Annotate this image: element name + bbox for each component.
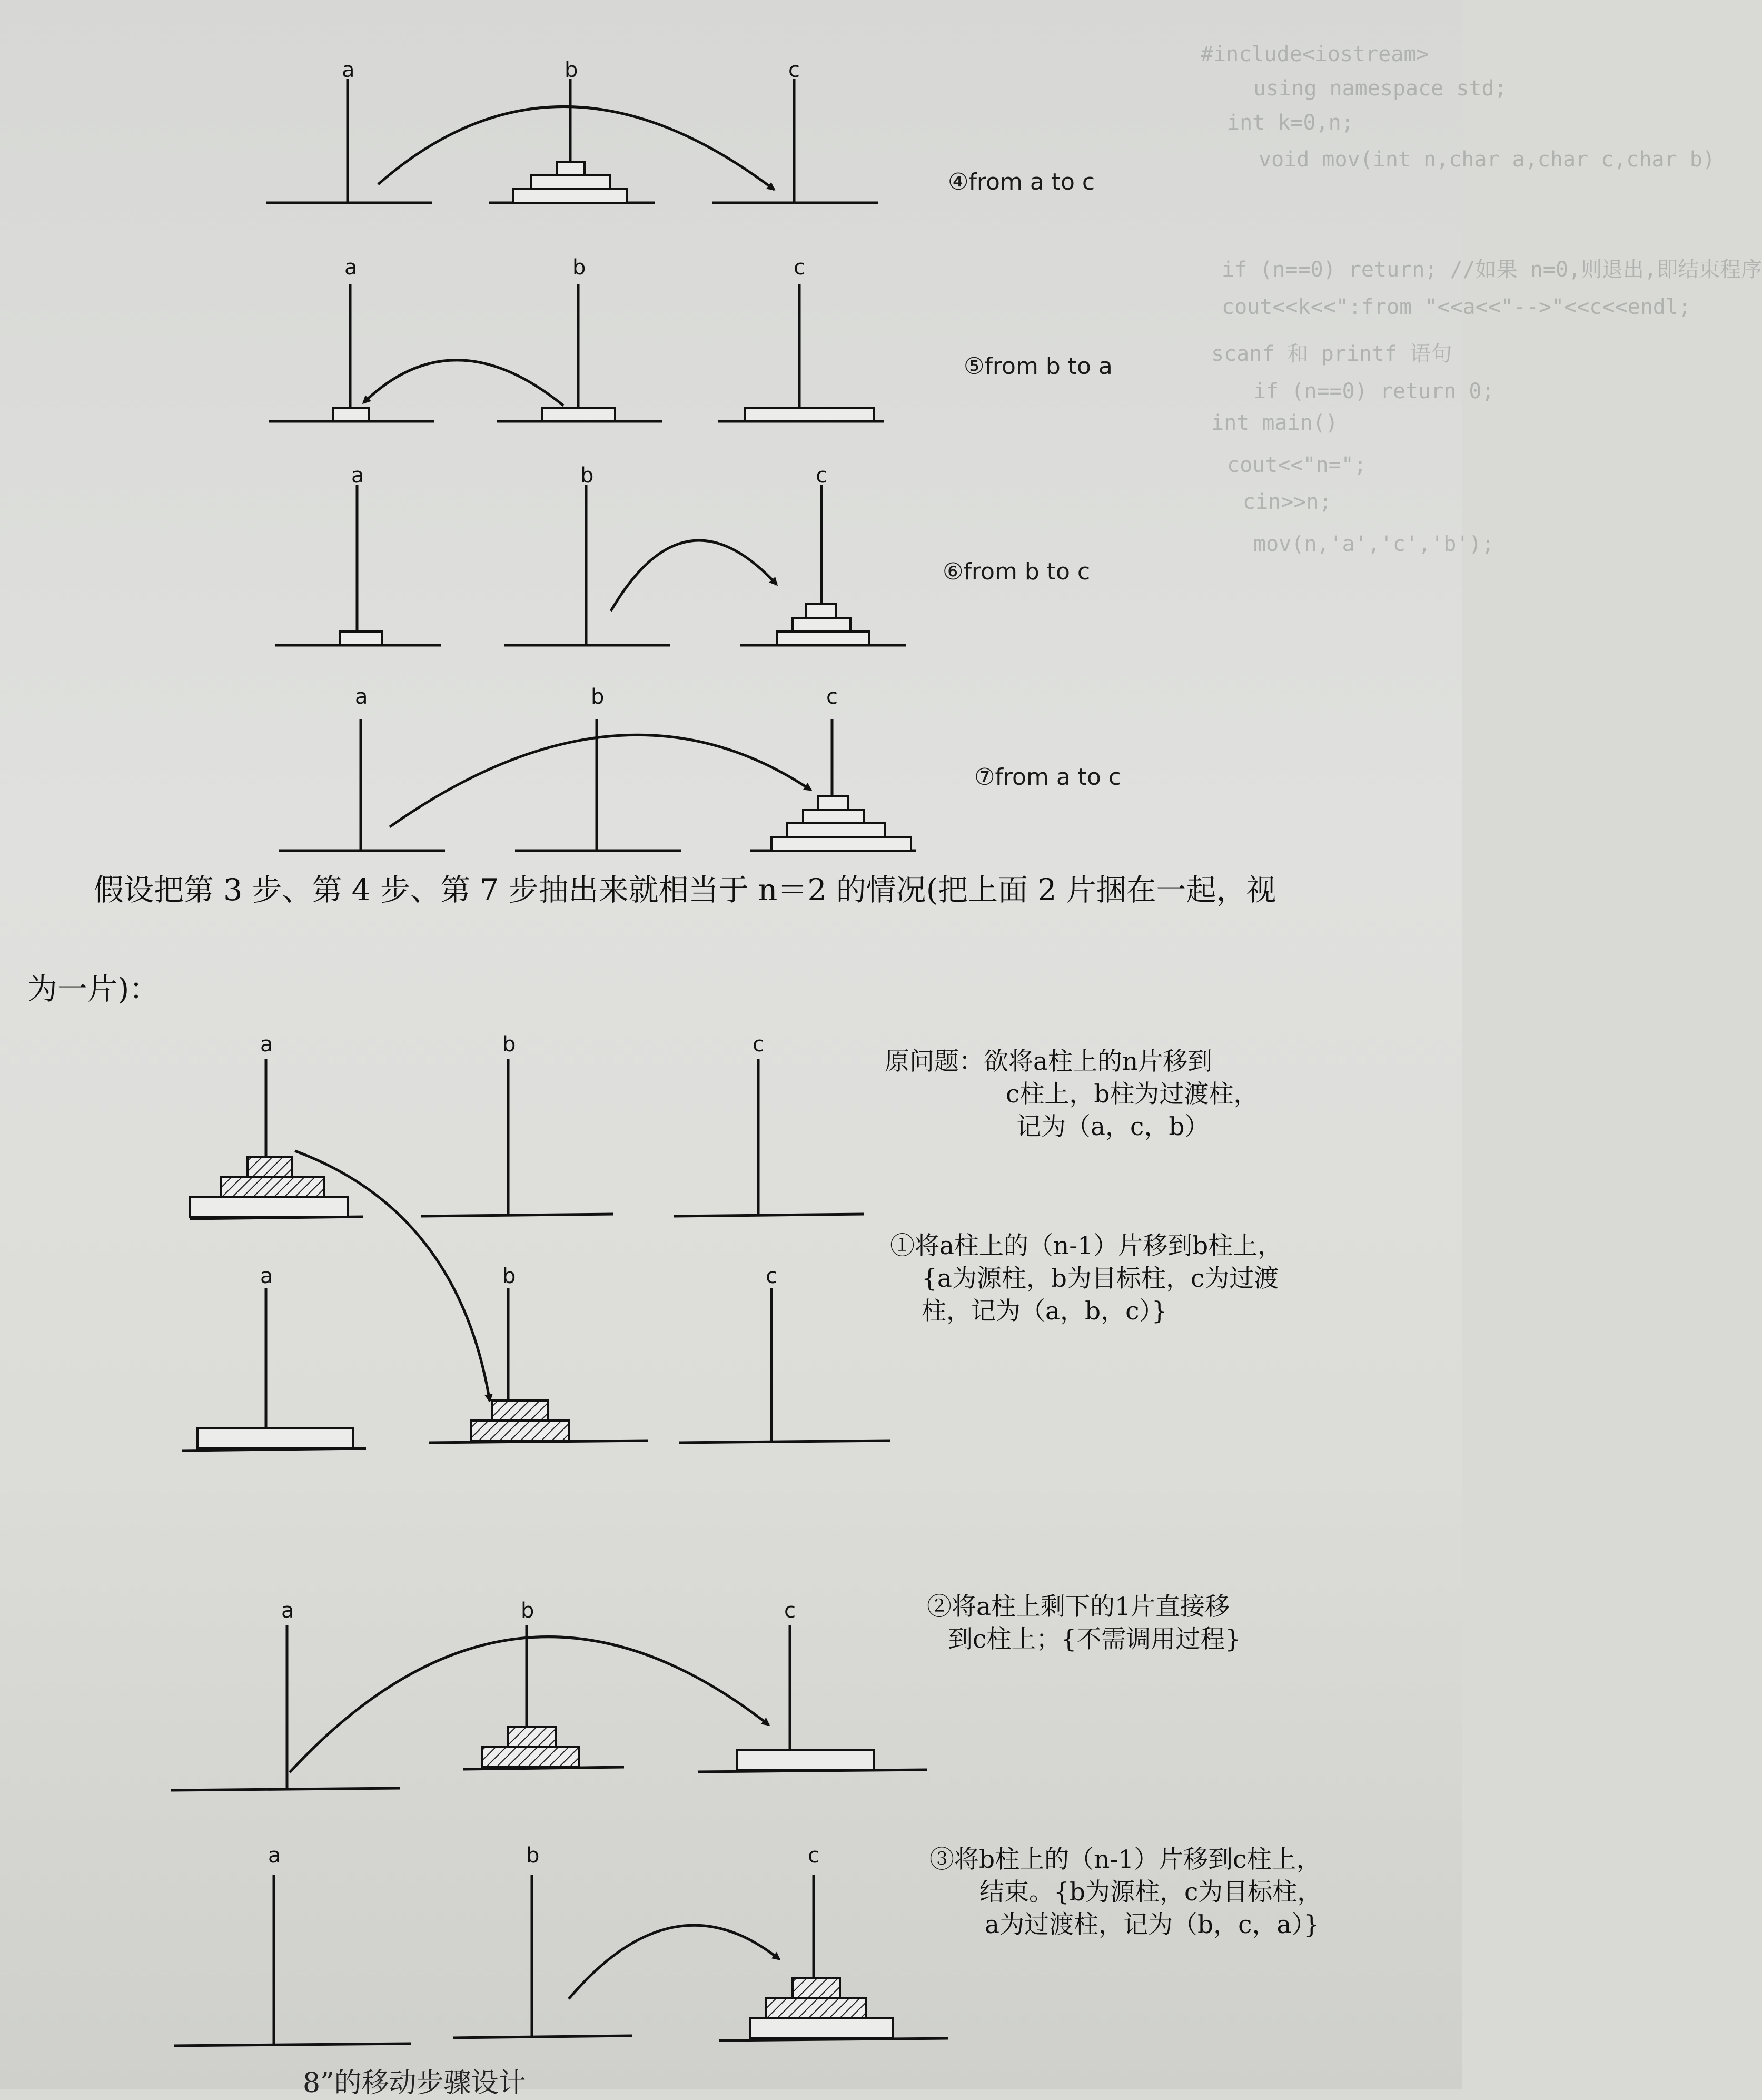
move-arrow [390,735,811,827]
bleed-through-line: int k=0,n; [1227,111,1354,135]
disc [750,2018,893,2038]
peg-label: b [591,685,605,709]
bottom-text-fragment: 8”的移动步骤设计 [303,2067,526,2099]
disc [771,837,911,851]
hatched-disc [793,1978,840,1998]
move-arrow [363,360,563,406]
note-line: 柱，记为（a，b，c）} [922,1297,1167,1326]
bleed-through-line: int main() [1211,411,1338,435]
bleed-through-line: scanf 和 printf 语句 [1211,342,1452,366]
note-line: a为过渡柱，记为（b，c，a）} [985,1910,1320,1939]
bleed-through-line: void mov(int n,char a,char c,char b) [1259,147,1715,172]
bleed-through-line: using namespace std; [1253,76,1507,101]
disc [787,823,885,837]
note-line: c柱上，b柱为过渡柱， [1006,1080,1259,1109]
peg-label: b [521,1599,534,1623]
n2-diagrams [171,1059,948,2046]
n2-diagram [171,1625,927,1790]
peg-label: c [816,464,827,488]
note-line: ②将a柱上剩下的1片直接移 [927,1592,1230,1621]
disc [531,175,610,189]
disc [777,632,869,645]
disc [513,189,627,203]
hatched-disc [492,1401,548,1421]
base-a [171,1788,400,1790]
bleed-through-line: if (n==0) return; //如果 n=0,则退出,即结束程序 [1222,258,1762,282]
disc [197,1428,353,1448]
peg-label: a [260,1264,273,1288]
peg-label: b [572,255,586,280]
hatched-disc [471,1421,569,1441]
base-c [674,1214,864,1216]
note-line: 记为（a，c，b） [1016,1112,1210,1141]
peg-label: b [502,1032,516,1057]
step-caption: ⑦from a to c [974,764,1122,791]
bleed-through-line: cout<<k<<":from "<<a<<"-->"<<c<<endl; [1222,295,1691,319]
n2-diagram [174,1875,948,2046]
base-a [174,2044,411,2046]
hatched-disc [766,1998,866,2018]
disc [340,632,382,645]
bleed-through-line: mov(n,'a','c','b'); [1253,532,1494,556]
peg-label: c [808,1843,819,1868]
hatched-disc [248,1157,292,1177]
peg-label: a [281,1599,294,1623]
disc [745,408,874,421]
note-line: 到c柱上；{不需调用过程} [948,1625,1241,1654]
move-arrow [569,1925,779,1999]
bleed-through-line: cout<<"n="; [1227,453,1367,477]
paragraph-line-2: 为一片)： [27,972,160,1007]
paragraph-line-1: 假设把第 3 步、第 4 步、第 7 步抽出来就相当于 n＝2 的情况(把上面 2 片捆在一起，视 [94,873,1276,908]
disc [542,408,615,421]
note-line: ①将a柱上的（n-1）片移到b柱上， [890,1231,1283,1260]
step-diagram [275,485,906,645]
peg-label: b [502,1264,516,1288]
disc [190,1197,348,1217]
bleed-through-line: if (n==0) return 0; [1253,379,1494,403]
bleed-through-line: cin>>n; [1243,490,1332,514]
note-line: ③将b柱上的（n-1）片移到c柱上， [929,1845,1321,1874]
step-caption: ⑤from b to a [964,353,1113,380]
note-line: {a为源柱，b为目标柱，c为过渡 [922,1264,1279,1293]
peg-label: a [344,255,358,280]
disc [737,1750,874,1770]
peg-label: a [268,1843,281,1868]
bleed-through-line: #include<iostream> [1201,42,1429,66]
move-arrow [611,540,777,611]
step-diagram [266,79,878,203]
disc [818,796,848,810]
peg-label: b [580,464,594,488]
base-c [679,1441,890,1443]
step-caption: ④from a to c [948,169,1095,195]
n2-diagram [182,1288,890,1451]
peg-label: a [355,685,368,709]
peg-label: c [794,255,805,280]
note-step-3 [929,1843,1322,1941]
peg-label: a [260,1032,273,1057]
peg-label: a [351,464,364,488]
peg-label: c [766,1264,777,1288]
hatched-disc [221,1177,324,1197]
peg-label: c [826,685,838,709]
note-original-problem [885,1046,1258,1143]
peg-label: b [565,58,578,82]
disc [803,810,864,823]
peg-label: b [526,1843,540,1868]
n2-diagram [190,1059,864,1401]
peg-label: a [342,58,355,82]
disc [333,408,369,421]
hatched-disc [508,1727,556,1747]
step-caption: ⑥from b to c [943,558,1091,585]
note-line: 原问题：欲将a柱上的n片移到 [885,1047,1213,1076]
note-line: 结束。{b为源柱，c为目标柱， [979,1878,1322,1907]
base-b [421,1214,613,1216]
peg-label: c [784,1599,796,1623]
disc [793,618,850,632]
step-diagram [269,284,884,421]
note-step-1 [890,1230,1282,1328]
disc [806,604,836,618]
hatched-disc [482,1747,579,1767]
step-diagram [279,719,916,851]
note-step-2 [927,1591,1241,1656]
peg-label: c [788,58,800,82]
peg-label: c [753,1032,764,1057]
base-b [453,2036,632,2038]
disc [557,162,585,175]
